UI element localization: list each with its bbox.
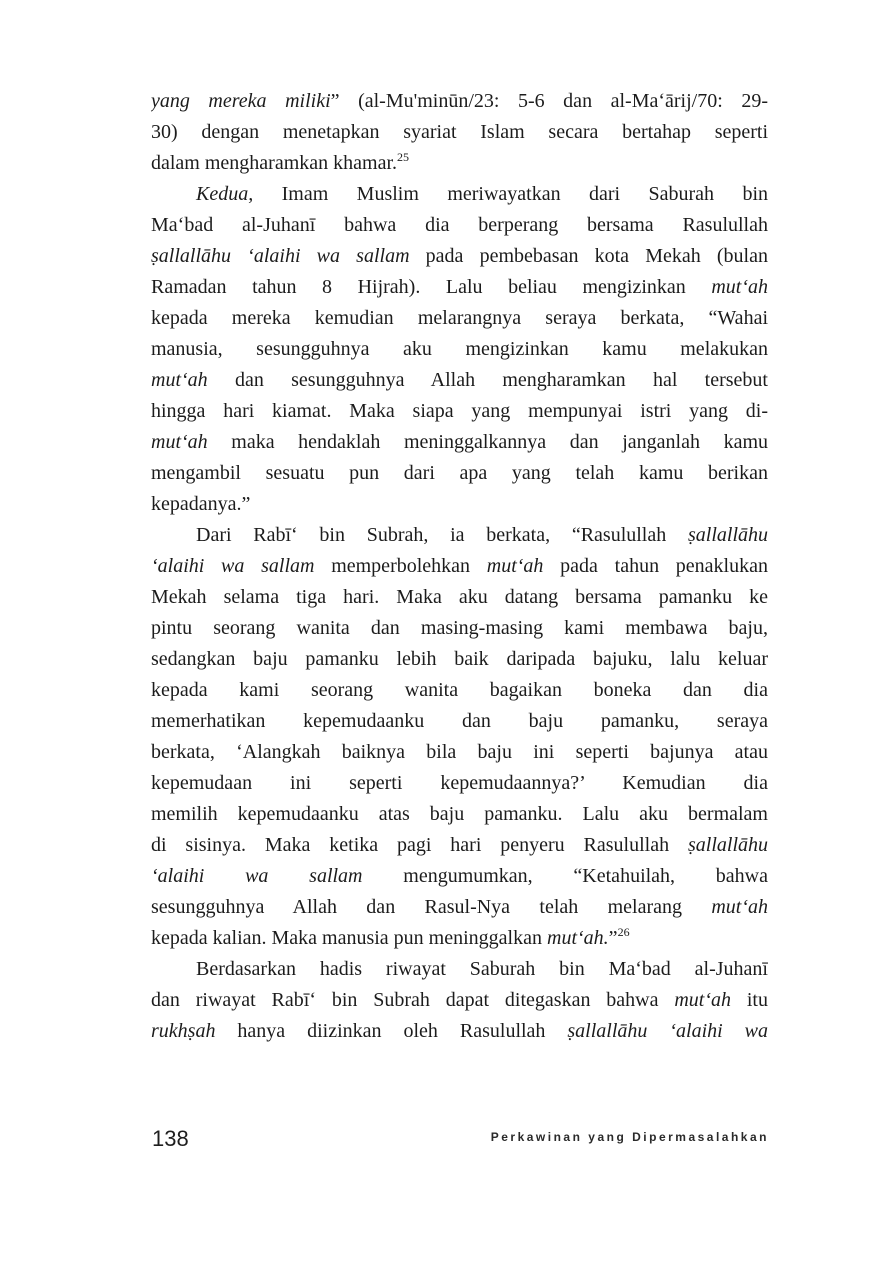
text-line <box>151 985 768 1016</box>
text-run: Ramadan tahun 8 Hijrah). Lalu beliau mengizinkan <box>151 276 712 298</box>
text-line <box>151 303 768 334</box>
text-line <box>151 892 768 923</box>
text-run: dalam mengharamkan khamar. <box>151 152 398 174</box>
text-line <box>151 179 768 210</box>
text-run: hingga hari kiamat. Maka siapa yang mempunyai istri yang di- <box>151 400 768 422</box>
text-line <box>151 241 768 272</box>
text-run: pada pembebasan kota Mekah (bulan <box>409 245 768 267</box>
italic-text-run: mut‘ah <box>151 431 208 453</box>
text-run: maka hendaklah meninggalkannya dan janganlah kamu <box>207 431 768 453</box>
text-run: kepadanya.” <box>151 493 251 515</box>
footnote-reference: 26 <box>617 925 630 939</box>
text-run: memperbolehkan <box>314 555 487 577</box>
italic-text-run: Kedua, <box>196 183 254 205</box>
text-run: pintu seorang wanita dan masing-masing kami membawa baju, <box>151 617 768 639</box>
italic-text-run: mut‘ah <box>151 369 208 391</box>
italic-text-run: mut‘ah <box>486 555 544 577</box>
text-line <box>151 954 768 985</box>
text-line <box>151 365 768 396</box>
text-line <box>151 1016 768 1047</box>
text-run: itu <box>731 989 768 1011</box>
italic-text-run: ṣallallāhu ‘alaihi wa <box>567 1020 768 1042</box>
italic-text-run: mut‘ah <box>674 989 732 1011</box>
text-line <box>151 799 768 830</box>
text-line <box>151 737 768 768</box>
text-line <box>151 458 768 489</box>
text-run: dan sesungguhnya Allah mengharamkan hal tersebut <box>207 369 768 391</box>
text-line <box>151 148 768 179</box>
text-line <box>151 551 768 582</box>
text-run: manusia, sesungguhnya aku mengizinkan kamu melakukan <box>151 338 768 360</box>
text-line <box>151 830 768 861</box>
italic-text-run: ‘alaihi wa sallam <box>151 555 315 577</box>
text-line <box>151 706 768 737</box>
text-run: sesungguhnya Allah dan Rasul-Nya telah melarang <box>151 896 712 918</box>
text-run: mengambil sesuatu pun dari apa yang telah kamu berikan <box>151 462 768 484</box>
italic-text-run: ṣallallāhu ‘alaihi wa sallam <box>151 245 410 267</box>
text-line <box>151 396 768 427</box>
text-run: hanya diizinkan oleh Rasulullah <box>215 1020 568 1042</box>
text-line <box>151 86 768 117</box>
italic-text-run: rukhṣah <box>151 1020 216 1042</box>
running-title: Perkawinan yang Dipermasalahkan <box>490 1130 769 1144</box>
text-line <box>151 427 768 458</box>
text-line <box>151 644 768 675</box>
italic-text-run: ṣallallāhu <box>687 524 768 546</box>
text-line <box>151 210 768 241</box>
text-run: kepada mereka kemudian melarangnya seraya berkata, “Wahai <box>151 307 768 329</box>
text-run: Mekah selama tiga hari. Maka aku datang bersama pamanku ke <box>151 586 768 608</box>
text-line <box>151 520 768 551</box>
text-block <box>151 86 768 1047</box>
text-run: memerhatikan kepemudaanku dan baju pamanku, seraya <box>151 710 768 732</box>
text-line <box>151 334 768 365</box>
italic-text-run: yang mereka miliki <box>151 90 331 112</box>
italic-text-run: mut‘ah <box>711 276 768 298</box>
text-line <box>151 489 768 520</box>
text-run: pada tahun penaklukan <box>543 555 768 577</box>
footnote-reference: 25 <box>397 150 410 164</box>
text-run: kepada kami seorang wanita bagaikan boneka dan dia <box>151 679 768 701</box>
italic-text-run: ṣallallāhu <box>687 834 768 856</box>
text-line <box>151 582 768 613</box>
text-run: 30) dengan menetapkan syariat Islam secara bertahap seperti <box>151 121 768 143</box>
text-run: Imam Muslim meriwayatkan dari Saburah bin <box>253 183 768 205</box>
text-run: Dari Rabī‘ bin Subrah, ia berkata, “Rasulullah <box>196 524 688 546</box>
text-run: kepada kalian. Maka manusia pun meninggalkan <box>151 927 547 949</box>
text-line <box>151 923 768 954</box>
text-run: berkata, ‘Alangkah baiknya bila baju ini seperti bajunya atau <box>151 741 768 763</box>
text-line <box>151 613 768 644</box>
italic-text-run: ‘alaihi wa sallam <box>151 865 363 887</box>
text-run: ” (al-Mu'minūn/23: 5-6 dan al-Ma‘ārij/70: 29- <box>330 90 768 112</box>
text-run: Berdasarkan hadis riwayat Saburah bin Ma‘bad al-Juhanī <box>196 958 768 980</box>
text-run: di sisinya. Maka ketika pagi hari penyeru Rasulullah <box>151 834 688 856</box>
text-run: sedangkan baju pamanku lebih baik daripada bajuku, lalu keluar <box>151 648 768 670</box>
text-run: ” <box>608 927 618 949</box>
text-line <box>151 861 768 892</box>
italic-text-run: mut‘ah. <box>547 927 609 949</box>
text-line <box>151 117 768 148</box>
text-run: dan riwayat Rabī‘ bin Subrah dapat ditegaskan bahwa <box>151 989 675 1011</box>
text-run: kepemudaan ini seperti kepemudaannya?’ Kemudian dia <box>151 772 768 794</box>
text-line <box>151 768 768 799</box>
text-line <box>151 272 768 303</box>
text-run: Ma‘bad al-Juhanī bahwa dia berperang bersama Rasulullah <box>151 214 768 236</box>
text-run: memilih kepemudaanku atas baju pamanku. Lalu aku bermalam <box>151 803 768 825</box>
page-number: 138 <box>152 1126 189 1151</box>
text-line <box>151 675 768 706</box>
text-run: mengumumkan, “Ketahuilah, bahwa <box>362 865 768 887</box>
italic-text-run: mut‘ah <box>711 896 768 918</box>
